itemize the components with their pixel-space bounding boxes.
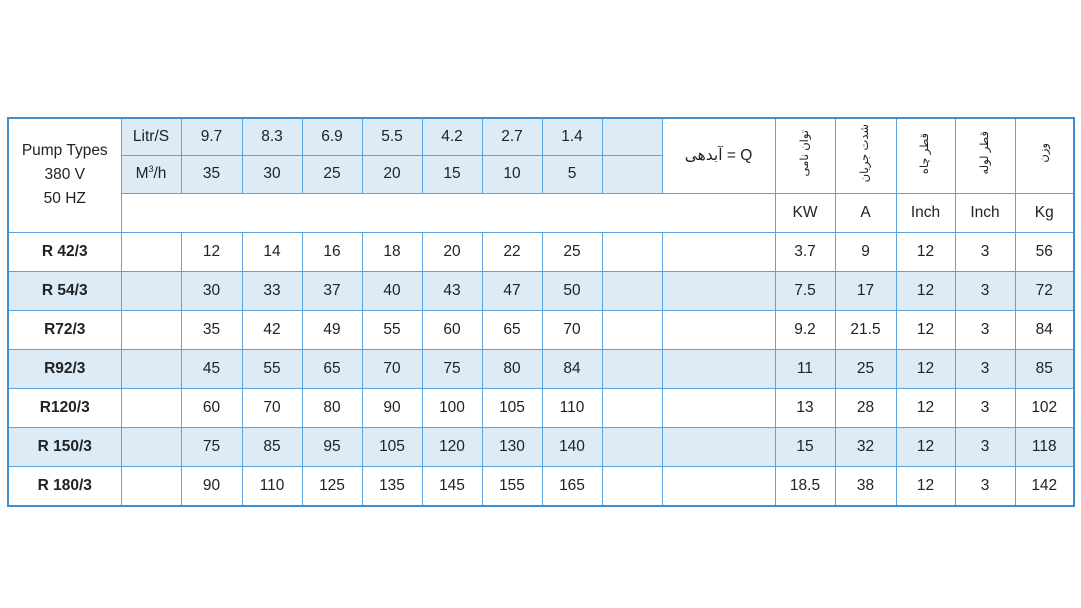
weight-value: 142 — [1015, 466, 1074, 506]
head-value: 42 — [242, 310, 302, 349]
head-value: 95 — [302, 427, 362, 466]
well-diameter-value: 12 — [896, 427, 955, 466]
head-value: 60 — [422, 310, 482, 349]
pipe-diameter-title: قطر لوله — [978, 131, 991, 176]
empty-cell — [662, 310, 775, 349]
head-value: 16 — [302, 232, 362, 271]
pump-model: R 150/3 — [8, 427, 121, 466]
head-value: 25 — [542, 232, 602, 271]
spec-header-weight — [1015, 118, 1074, 193]
head-value: 105 — [362, 427, 422, 466]
litr-value: 8.3 — [242, 118, 302, 155]
litr-value: 1.4 — [542, 118, 602, 155]
pipe-diameter-value: 3 — [955, 232, 1015, 271]
empty-cell — [121, 310, 181, 349]
pipe-diameter-value: 3 — [955, 388, 1015, 427]
head-value: 37 — [302, 271, 362, 310]
current-value: 25 — [835, 349, 896, 388]
head-value: 140 — [542, 427, 602, 466]
head-value: 120 — [422, 427, 482, 466]
empty-flow-cell — [602, 118, 662, 155]
head-value: 130 — [482, 427, 542, 466]
m3h-value: 20 — [362, 155, 422, 193]
empty-cell — [602, 271, 662, 310]
pump-model: R 42/3 — [8, 232, 121, 271]
empty-cell — [662, 349, 775, 388]
head-value: 60 — [181, 388, 242, 427]
current-value: 21.5 — [835, 310, 896, 349]
power-value: 9.2 — [775, 310, 835, 349]
well-diameter-value: 12 — [896, 388, 955, 427]
head-value: 84 — [542, 349, 602, 388]
power-value: 13 — [775, 388, 835, 427]
voltage-label: 380 V — [44, 166, 85, 184]
head-value: 49 — [302, 310, 362, 349]
empty-cell — [121, 388, 181, 427]
head-value: 75 — [422, 349, 482, 388]
header-spacer — [121, 193, 775, 232]
pump-model: R92/3 — [8, 349, 121, 388]
spec-header-power — [775, 118, 835, 193]
pipe-diameter-value: 3 — [955, 271, 1015, 310]
weight-value: 118 — [1015, 427, 1074, 466]
head-value: 135 — [362, 466, 422, 506]
q-flow-label: Q = آبدهی — [662, 118, 775, 193]
head-value: 70 — [242, 388, 302, 427]
empty-cell — [121, 271, 181, 310]
head-value: 75 — [181, 427, 242, 466]
well-diameter-title: قطر چاه — [919, 132, 931, 174]
power-value: 11 — [775, 349, 835, 388]
head-value: 110 — [542, 388, 602, 427]
well-diameter-value: 12 — [896, 232, 955, 271]
pump-spec-table — [7, 117, 1075, 507]
well-diameter-value: 12 — [896, 349, 955, 388]
head-value: 155 — [482, 466, 542, 506]
head-value: 20 — [422, 232, 482, 271]
empty-cell — [121, 427, 181, 466]
head-value: 55 — [242, 349, 302, 388]
head-value: 100 — [422, 388, 482, 427]
head-value: 90 — [362, 388, 422, 427]
table-row — [8, 466, 1074, 506]
current-value: 38 — [835, 466, 896, 506]
table-row — [8, 232, 1074, 271]
power-title: توان نامی — [798, 130, 811, 177]
head-value: 45 — [181, 349, 242, 388]
empty-cell — [662, 388, 775, 427]
empty-cell — [662, 427, 775, 466]
head-value: 12 — [181, 232, 242, 271]
head-value: 55 — [362, 310, 422, 349]
head-value: 85 — [242, 427, 302, 466]
head-value: 70 — [542, 310, 602, 349]
unit-kg: Kg — [1015, 193, 1074, 232]
table-row — [8, 427, 1074, 466]
head-value: 145 — [422, 466, 482, 506]
m3h-value: 15 — [422, 155, 482, 193]
head-value: 18 — [362, 232, 422, 271]
table-row — [8, 388, 1074, 427]
head-value: 125 — [302, 466, 362, 506]
litr-value: 4.2 — [422, 118, 482, 155]
power-value: 7.5 — [775, 271, 835, 310]
litr-value: 2.7 — [482, 118, 542, 155]
table-row — [8, 349, 1074, 388]
pump-types-header — [8, 118, 121, 232]
head-value: 80 — [302, 388, 362, 427]
unit-inch: Inch — [955, 193, 1015, 232]
current-value: 28 — [835, 388, 896, 427]
well-diameter-value: 12 — [896, 310, 955, 349]
empty-cell — [121, 349, 181, 388]
power-value: 15 — [775, 427, 835, 466]
current-title: شدت جریان — [859, 124, 871, 183]
head-value: 110 — [242, 466, 302, 506]
m3h-value: 10 — [482, 155, 542, 193]
table-row — [8, 271, 1074, 310]
weight-value: 84 — [1015, 310, 1074, 349]
head-value: 165 — [542, 466, 602, 506]
head-value: 80 — [482, 349, 542, 388]
empty-cell — [602, 466, 662, 506]
pipe-diameter-value: 3 — [955, 349, 1015, 388]
head-value: 33 — [242, 271, 302, 310]
head-value: 43 — [422, 271, 482, 310]
litr-unit-label: Litr/S — [121, 118, 181, 155]
empty-cell — [662, 466, 775, 506]
empty-cell — [121, 466, 181, 506]
pipe-diameter-value: 3 — [955, 427, 1015, 466]
litr-value: 6.9 — [302, 118, 362, 155]
empty-cell — [662, 271, 775, 310]
well-diameter-value: 12 — [896, 466, 955, 506]
m3h-value: 35 — [181, 155, 242, 193]
spec-header-well-diameter — [896, 118, 955, 193]
pipe-diameter-value: 3 — [955, 310, 1015, 349]
pump-types-label: Pump Types — [21, 142, 108, 160]
head-value: 65 — [302, 349, 362, 388]
empty-cell — [121, 232, 181, 271]
empty-flow-cell — [602, 155, 662, 193]
head-value: 35 — [181, 310, 242, 349]
head-value: 105 — [482, 388, 542, 427]
litr-value: 5.5 — [362, 118, 422, 155]
head-value: 22 — [482, 232, 542, 271]
head-value: 14 — [242, 232, 302, 271]
frequency-label: 50 HZ — [43, 190, 86, 208]
m3h-value: 25 — [302, 155, 362, 193]
spec-header-pipe-diameter — [955, 118, 1015, 193]
spec-header-current — [835, 118, 896, 193]
head-value: 47 — [482, 271, 542, 310]
head-value: 50 — [542, 271, 602, 310]
m3h-value: 5 — [542, 155, 602, 193]
current-value: 17 — [835, 271, 896, 310]
empty-cell — [602, 427, 662, 466]
unit-a: A — [835, 193, 896, 232]
weight-value: 56 — [1015, 232, 1074, 271]
weight-title: وزن — [1037, 143, 1050, 164]
power-value: 3.7 — [775, 232, 835, 271]
empty-cell — [602, 349, 662, 388]
weight-value: 72 — [1015, 271, 1074, 310]
pump-model: R 180/3 — [8, 466, 121, 506]
head-value: 30 — [181, 271, 242, 310]
unit-kw: KW — [775, 193, 835, 232]
current-value: 9 — [835, 232, 896, 271]
table-row — [8, 310, 1074, 349]
current-value: 32 — [835, 427, 896, 466]
weight-value: 85 — [1015, 349, 1074, 388]
empty-cell — [662, 232, 775, 271]
pump-model: R72/3 — [8, 310, 121, 349]
empty-cell — [602, 310, 662, 349]
head-value: 90 — [181, 466, 242, 506]
weight-value: 102 — [1015, 388, 1074, 427]
litr-value: 9.7 — [181, 118, 242, 155]
power-value: 18.5 — [775, 466, 835, 506]
pipe-diameter-value: 3 — [955, 466, 1015, 506]
head-value: 65 — [482, 310, 542, 349]
head-value: 40 — [362, 271, 422, 310]
empty-cell — [602, 232, 662, 271]
unit-inch: Inch — [896, 193, 955, 232]
head-value: 70 — [362, 349, 422, 388]
well-diameter-value: 12 — [896, 271, 955, 310]
empty-cell — [602, 388, 662, 427]
m3h-value: 30 — [242, 155, 302, 193]
pump-model: R 54/3 — [8, 271, 121, 310]
pump-model: R120/3 — [8, 388, 121, 427]
m3h-unit-label: $M^3/h$ — [121, 155, 181, 193]
